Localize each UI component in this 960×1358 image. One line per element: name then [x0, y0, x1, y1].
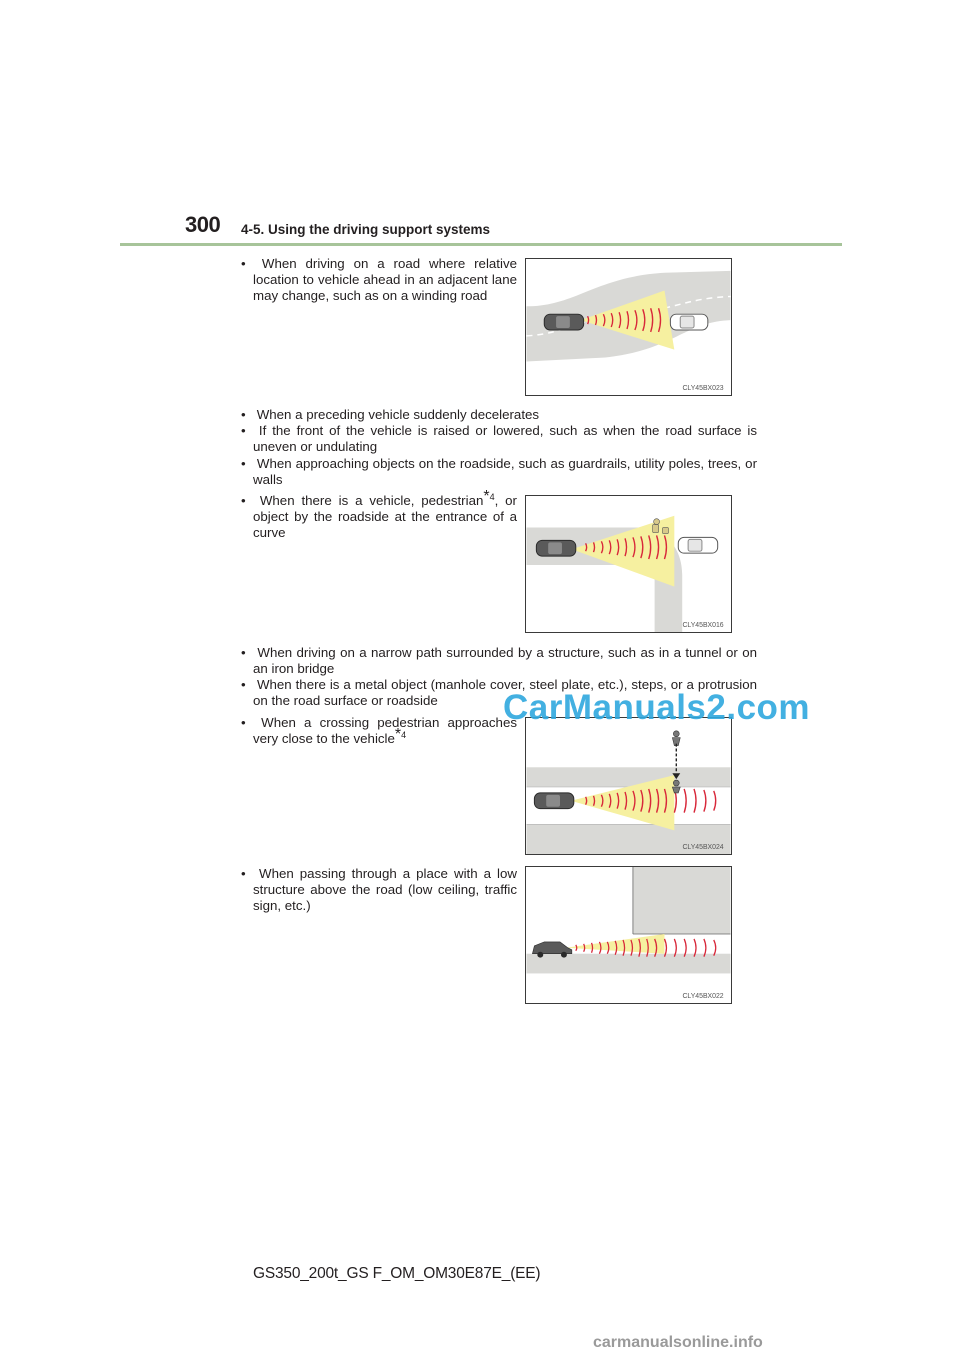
footnote-mark: * [394, 725, 402, 743]
footnote-number: 4 [489, 491, 495, 502]
bullet-curve-entrance [241, 487, 517, 541]
bullet-text: When there is a vehicle, pedestrian [259, 493, 484, 508]
footnote-number: 4 [401, 729, 407, 740]
own-vehicle-icon [544, 314, 583, 330]
bullet-text: When a crossing pedestrian approaches very close to the vehicle [253, 715, 517, 746]
bullet-raised-lowered [241, 423, 757, 455]
page-number: 300 [185, 212, 221, 237]
bullet-text: When a preceding vehicle suddenly decelerates [256, 407, 540, 422]
figure-code: CLY45BX024 [682, 844, 724, 852]
bullet-text: When driving on a narrow path surrounded by a structure, such as in a tunnel or on an iron bridge [253, 645, 757, 676]
watermark-bottom: carmanualsonline.info [593, 1334, 763, 1351]
figure-code: CLY45BX016 [682, 622, 724, 630]
bullet-low-structure [241, 866, 517, 914]
bullet-decelerates [241, 407, 757, 423]
preceding-vehicle-icon [670, 314, 707, 330]
pedestrian-icon [672, 731, 680, 793]
watermark-logo: CarManuals2.com [503, 688, 811, 727]
bullet-text: When approaching objects on the roadside, such as guardrails, utility poles, trees, or walls [253, 456, 757, 487]
header-rule [120, 243, 842, 246]
low-structure-illustration [526, 867, 731, 1003]
bullet-text-cont: , or object by the roadside at the entrance of a curve [253, 493, 517, 540]
bullet-text: When passing through a place with a low structure above the road (low ceiling, traffic sign, etc.) [253, 866, 518, 913]
figure-winding-road [525, 258, 732, 396]
figure-curve-entrance [525, 495, 732, 633]
footnote-mark: * [483, 487, 490, 505]
bullet-text: When there is a metal object (manhole cover, steel plate, etc.), steps, or a protrusion on the road surface or roadside [253, 677, 757, 708]
own-vehicle-icon [534, 793, 573, 809]
bullet-text: When driving on a road where relative location to vehicle ahead in an adjacent lane may change, such as on a winding road [253, 256, 517, 303]
figure-crossing-pedestrian [525, 717, 732, 855]
bullet-roadside-objects [241, 456, 757, 488]
footer-model-code: GS350_200t_GS F_OM_OM30E87E_(EE) [253, 1265, 541, 1282]
bullet-narrow-path [241, 645, 757, 677]
figure-low-structure [525, 866, 732, 1004]
roadside-vehicle-icon [678, 537, 717, 553]
figure-code: CLY45BX022 [682, 993, 724, 1001]
curve-entrance-illustration [526, 496, 731, 632]
winding-road-illustration [526, 259, 731, 395]
crossing-pedestrian-illustration [526, 718, 731, 854]
bullet-text: If the front of the vehicle is raised or lowered, such as when the road surface is uneven or undulating [253, 423, 757, 454]
figure-code: CLY45BX023 [682, 385, 724, 393]
bullet-crossing-pedestrian [241, 715, 517, 747]
bullet-winding-road [241, 256, 517, 304]
own-vehicle-icon [536, 540, 575, 556]
section-title: 4-5. Using the driving support systems [241, 222, 491, 237]
